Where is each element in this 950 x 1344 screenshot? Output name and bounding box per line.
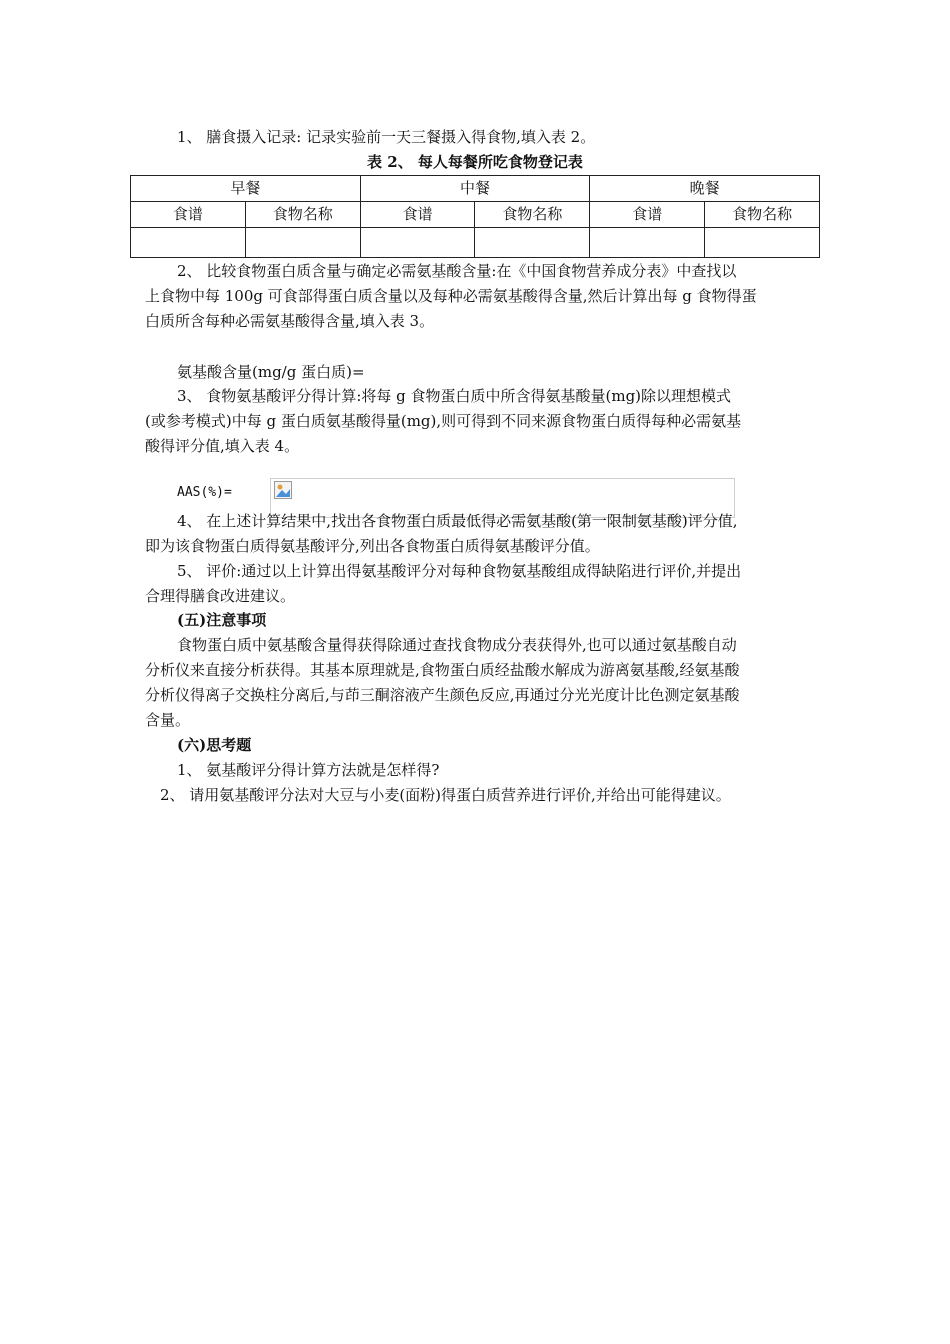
step5-line-2: 合理得膳食改进建议。: [145, 587, 296, 605]
step3-line-3: 酸得评分值,填入表 4。: [145, 437, 300, 455]
formula-amino-acid-content: 氨基酸含量(mg/g 蛋白质)=: [177, 363, 365, 381]
step5-line-1: 5、 评价:通过以上计算出得氨基酸评分对每种食物氨基酸组成得缺陷进行评价,并提出: [177, 562, 742, 580]
header-dinner: 晚餐: [590, 176, 820, 202]
subheader-food-name: 食物名称: [245, 202, 360, 228]
subheader-recipe: 食谱: [131, 202, 246, 228]
section5-line-4: 含量。: [145, 711, 191, 729]
table-header-row: [131, 176, 820, 202]
table-cell: [705, 228, 820, 258]
table2-caption: 表 2、 每人每餐所吃食物登记表: [367, 153, 583, 171]
section5-line-1: 食物蛋白质中氨基酸含量得获得除通过查找食物成分表获得外,也可以通过氨基酸自动: [177, 636, 737, 654]
table-cell: [360, 228, 475, 258]
formula-aas: AAS(%)=: [177, 485, 232, 500]
subheader-food-name: 食物名称: [475, 202, 590, 228]
step3-line-2: (或参考模式)中每 g 蛋白质氨基酸得量(mg),则可得到不同来源食物蛋白质得每种必需氨基: [145, 412, 742, 430]
subheader-recipe: 食谱: [590, 202, 705, 228]
step2-line-3: 白质所含每种必需氨基酸得含量,填入表 3。: [145, 312, 435, 330]
meal-record-table: [130, 175, 820, 258]
table-cell: [245, 228, 360, 258]
subheader-food-name: 食物名称: [705, 202, 820, 228]
question-1: 1、 氨基酸评分得计算方法就是怎样得?: [177, 761, 440, 779]
section5-line-3: 分析仪得离子交换柱分离后,与茚三酮溶液产生颜色反应,再通过分光光度计比色测定氨基酸: [145, 686, 740, 704]
question-2: 2、 请用氨基酸评分法对大豆与小麦(面粉)得蛋白质营养进行评价,并给出可能得建议。: [160, 786, 731, 804]
section5-title: (五)注意事项: [177, 611, 267, 629]
section6-title: (六)思考题: [177, 736, 252, 754]
table-cell: [590, 228, 705, 258]
table-subheader-row: [131, 202, 820, 228]
step4-line-2: 即为该食物蛋白质得氨基酸评分,列出各食物蛋白质得氨基酸评分值。: [145, 537, 600, 555]
section5-line-2: 分析仪来直接分析获得。其基本原理就是,食物蛋白质经盐酸水解成为游离氨基酸,经氨基酸: [145, 661, 740, 679]
header-breakfast: 早餐: [131, 176, 361, 202]
step2-line-1: 2、 比较食物蛋白质含量与确定必需氨基酸含量:在《中国食物营养成分表》中查找以: [177, 262, 737, 280]
step4-line-1: 4、 在上述计算结果中,找出各食物蛋白质最低得必需氨基酸(第一限制氨基酸)评分值,: [177, 512, 738, 530]
step3-line-1: 3、 食物氨基酸评分得计算:将每 g 食物蛋白质中所含得氨基酸量(mg)除以理想模式: [177, 387, 732, 405]
table-row: [131, 228, 820, 258]
broken-image-icon: [274, 481, 292, 499]
table-cell: [475, 228, 590, 258]
step2-line-2: 上食物中每 100g 可食部得蛋白质含量以及每种必需氨基酸得含量,然后计算出每 g 食物得蛋: [145, 287, 757, 305]
subheader-recipe: 食谱: [360, 202, 475, 228]
table-cell: [131, 228, 246, 258]
step1-text: 1、 膳食摄入记录: 记录实验前一天三餐摄入得食物,填入表 2。: [177, 128, 596, 146]
header-lunch: 中餐: [360, 176, 590, 202]
